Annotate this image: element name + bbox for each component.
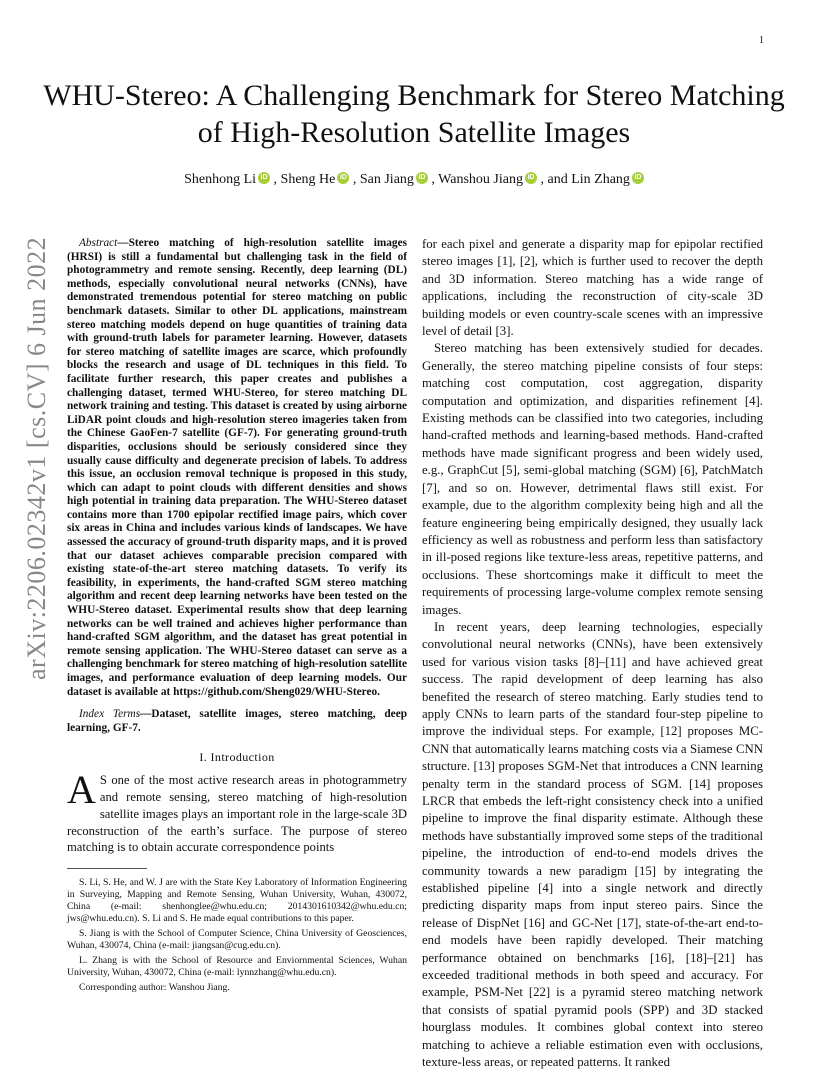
author-separator: , (270, 172, 281, 187)
intro-paragraph (67, 767, 407, 856)
footnote: S. Jiang is with the School of Computer Science, China University of Geosciences, Wuhan, 430074, China (e-mail: jiangsan@cug.edu.cn). (67, 927, 407, 951)
abstract-text: —Stereo matching of high-resolution satellite images (HRSI) is still a fundamental but challenging task in the field of photogrammetry and remote sensing. Recently, deep learning (DL) methods, especially convolutional neural networks (CNNs), have demonstrated tremendous potential for stereo matching on public benchmark datasets. Similar to other DL applications, mainstream stereo matching models depend on huge quantities of training data with ground-truth labels for parameter learning. However, datasets for stereo matching of satellite images are scarce, which profoundly blocks the research and usage of DL techniques in this field. To facilitate further research, this paper creates and publishes a challenging dataset, termed WHU-Stereo, for stereo matching DL network training and testing. This dataset is created by using airborne LiDAR point clouds and high-resolution stereo imageries taken from the Chinese GaoFen-7 satellite (GF-7). For generating ground-truth disparities, occlusions should be seriously considered since they usually cause difficulty and degenerate precision of labels. To address this issue, an occlusion removal technique is proposed in this study, which can adapt to point clouds with different densities and shows high potential in training data preparation. The WHU-Stereo dataset contains more than 1700 epipolar rectified image pairs, which cover six areas in China and includes various kinds of landscapes. We have assessed the accuracy of ground-truth disparity maps, and it is proved that our dataset achieves comparable precision compared with existing state-of-the-art stereo matching datasets. To verify its feasibility, in experiments, the hand-crafted SGM stereo matching algorithm and recent deep learning networks have been tested on the WHU-Stereo dataset. Experimental results show that deep learning networks can be well trained and achieves higher performance than hand-crafted SGM algorithm, and the dataset has great potential in remote sensing application. The WHU-Stereo dataset can serve as a challenging benchmark for stereo matching of high-resolution satellite images, and performance evaluation of deep learning models. Our dataset is available at https://github.com/Sheng029/WHU-Stereo. (67, 237, 407, 698)
body-paragraph: Stereo matching has been extensively studied for decades. Generally, the stereo matching pipeline consists of four steps: matching cost computation, cost aggregation, disparity computation and optimization, and disparities refinement [4]. Existing methods can be classified into two categories, including hand-crafted methods and learning-based methods. Hand-crafted methods have made significant progress and been widely used, e.g., GraphCut [5], semi-global matching (SGM) [6], PatchMatch [7], and so on. However, detrimental flaws still exist. For example, due to the algorithm complexity being high and all the feature engineering being empirically designed, they usually lack efficiency as well as robustness and perform less than satisfactory in ill-posed regions like texture-less areas, repetitive patterns, and occlusions. These shortcomings make it difficult to meet the requirements of processing large-volume complex remote sensing images. (422, 341, 763, 617)
footnote-rule (67, 868, 147, 869)
author-list (40, 172, 788, 188)
right-column (422, 236, 763, 1072)
author-name: Sheng He (280, 172, 336, 187)
footnote: Corresponding author: Wanshou Jiang. (79, 981, 230, 993)
left-column (67, 237, 407, 996)
orcid-icon[interactable]: iD (337, 172, 349, 184)
index-terms (67, 708, 407, 735)
drop-cap: A (67, 767, 96, 813)
author-name: Wanshou Jiang (438, 172, 523, 187)
paper-title: WHU-Stereo: A Challenging Benchmark for Stereo Matching of High-Resolution Satellite Images (43, 79, 785, 149)
intro-text: S one of the most active research areas in photogrammetry and remote sensing, stereo matching of high-resolution satellite images plays an important role in the large-scale 3D reconstruction of the earth’s surface. The purpose of stereo matching is to obtain accurate correspondence points (67, 773, 407, 855)
author-separator: , (427, 172, 439, 187)
author-separator: , and (536, 172, 572, 187)
page-number: 1 (759, 35, 764, 46)
author-name: Shenhong Li (184, 172, 257, 187)
orcid-icon[interactable]: iD (632, 172, 644, 184)
abstract (67, 237, 407, 699)
arxiv-stamp: arXiv:2206.02342v1 [cs.CV] 6 Jun 2022 (22, 236, 51, 680)
footnote: L. Zhang is with the School of Resource and Enviornmental Sciences, Wuhan University, Wuhan, 430072, China (e-mail: lynnzhang@whu.edu.cn). (67, 954, 407, 978)
body-paragraph: In recent years, deep learning technologies, especially convolutional neural networks (CNNs), have been extensively used for various vision tasks [8]–[11] and have achieved great success. The rapid development of deep learning has also benefited the research of stereo matching. Early studies tend to apply CNNs to learn parts of the standard four-step pipeline to improve the individual steps. For example, [12] proposes MC-CNN that automatically learns matching costs via a Siamese CNN structure. [13] proposes SGM-Net that introduces a CNN learning penalty term in the standard process of SGM. [14] proposes LRCR that embeds the left-right consistency check into a unified pipeline to improve the final disparity estimate. Although these methods have substantially improved some steps of the traditional pipeline, the introduction of end-to-end models drives the community towards a new paradigm [15] by integrating the established pipeline [4] into a single network and directly predicting disparity maps from input stereo pairs. Since the release of DispNet [16] and GC-Net [17], state-of-the-art end-to-end models have been rapidly developed. Their matching performance obtained on benchmarks [16], [18]–[21] has exceeded traditional methods in both speed and accuracy. For example, PSM-Net [22] is a pyramid stereo matching network that consists of spatial pyramid pools (SPP) and 3D stacked hourglass modules. It combines global context into stereo matching to achieve a reliable estimation even with occlusions, texture-less areas, or repeated patterns. It ranked (422, 619, 763, 1070)
orcid-icon[interactable]: iD (258, 172, 270, 184)
orcid-icon[interactable]: iD (416, 172, 428, 184)
index-terms-label: Index Terms (79, 708, 141, 721)
body-paragraph: for each pixel and generate a disparity map for epipolar rectified stereo images [1], [2], which is further used to recover the depth and 3D information. Stereo matching has a wide range of applications, including the reconstruction of city-scale 3D building models or even country-scale scenes with an impressive level of detail [3]. (422, 237, 763, 339)
footnote: S. Li, S. He, and W. J are with the State Key Laboratory of Information Engineering in Surveying, Mapping and Remote Sensing, Wuhan University, Wuhan, 430072, China (e-mail: shenhonglee@whu.edu.cn; 2014301610342@whu.edu.cn; jws@whu.edu.cn). S. Li and S. He made equal contributions to this paper. (67, 877, 407, 924)
abstract-label: Abstract (79, 237, 118, 249)
author-separator: , (349, 172, 360, 187)
author-name: San Jiang (359, 172, 414, 187)
author-name: Lin Zhang (571, 172, 630, 187)
orcid-icon[interactable]: iD (525, 172, 537, 184)
section-heading: I. Introduction (199, 750, 275, 765)
index-terms-text: —Dataset, satellite images, stereo matching, deep learning, GF-7. (67, 708, 407, 734)
